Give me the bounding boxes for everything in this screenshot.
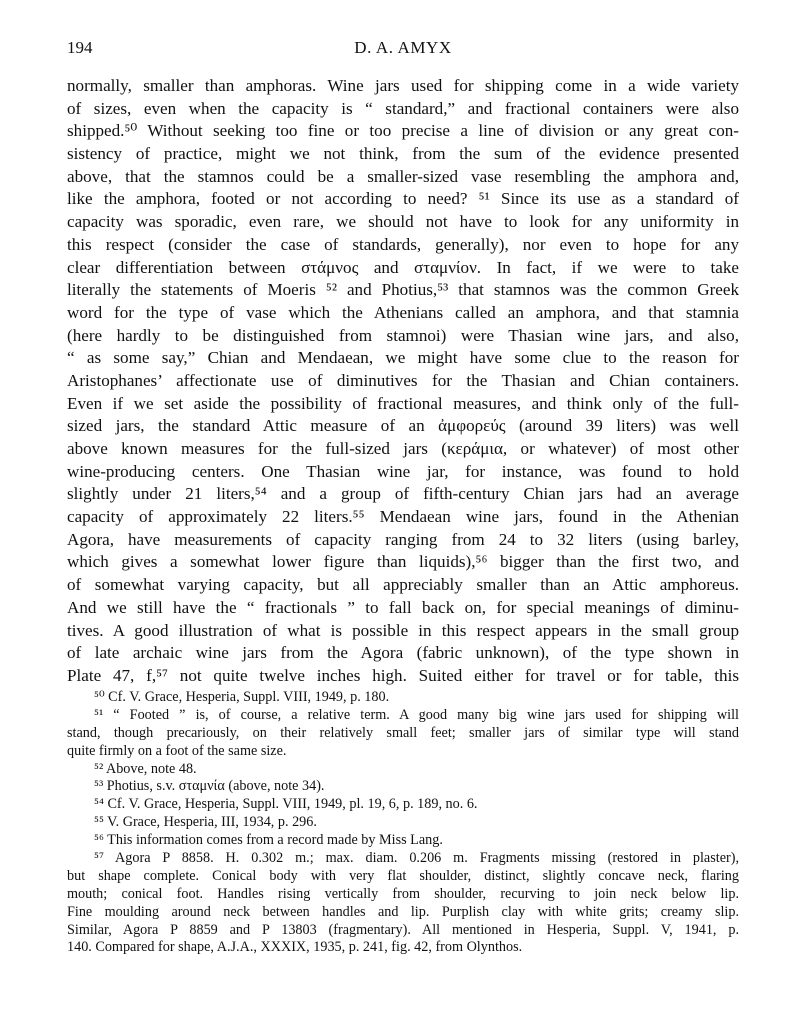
body-line: word for the type of vase which the Athenians called an amphora, and that stamnia [67,302,739,322]
body-line: “ as some say,” Chian and Mendaean, we might have some clue to the reason for [67,348,739,368]
footnote-line: mouth; conical foot. Handles rising vertically from shoulder, recurving to join neck below lip. [67,885,739,902]
body-line: literally the statements of Moeris ⁵² and Photius,⁵³ that stamnos was the common Greek [67,280,739,300]
footnote-line: Similar, Agora P 8859 and P 13803 (fragmentary). All mentioned in Hesperia, Suppl. V, 1941, p. [67,921,739,938]
body-line: Aristophanes’ affectionate use of diminutives for the Thasian and Chian containers. [67,370,739,390]
running-head: D. A. AMYX [354,38,452,57]
footnote-52: ⁵² Above, note 48. [94,760,197,777]
body-line: above, that the stamnos could be a smaller-sized vase resembling the amphora and, [67,166,739,186]
footnote-line: 140. Compared for shape, A.J.A., XXXIX, 1935, p. 241, fig. 42, from Olynthos. [67,939,523,956]
body-line: wine-producing centers. One Thasian wine jar, for instance, was found to hold [67,461,739,481]
page-header [67,38,739,62]
body-line: capacity of approximately 22 liters.⁵⁵ Mendaean wine jars, found in the Athenian [67,507,739,527]
footnote-line: quite firmly on a foot of the same size. [67,742,287,759]
body-line: normally, smaller than amphoras. Wine jars used for shipping come in a wide variety [67,76,739,95]
footnote-line: Fine moulding around neck between handles and lip. Purplish clay with white grits; creamy slip. [67,903,739,920]
body-line: which gives a somewhat lower figure than liquids),⁵⁶ bigger than the first two, and [67,552,739,572]
footnotes [67,689,739,957]
body-line: sized jars, the standard Attic measure of an ἀμφορεύς (around 39 liters) was well [67,416,739,436]
body-line: Agora, have measurements of capacity ranging from 24 to 32 liters (using barley, [67,529,739,549]
body-line: of sizes, even when the capacity is “ standard,” and fractional containers were also [67,98,739,118]
body-line: slightly under 21 liters,⁵⁴ and a group of fifth-century Chian jars had an average [67,484,739,504]
body-line: of somewhat varying capacity, but all appreciably smaller than an Attic amphoreus. [67,575,739,595]
main-text [67,75,739,688]
body-line: above known measures for the full-sized jars (κεράμια, or whatever) of most other [67,439,739,458]
body-line: Even if we set aside the possibility of fractional measures, and think only of the full- [67,393,739,413]
footnote-50: ⁵⁰ Cf. V. Grace, Hesperia, Suppl. VIII, 1949, p. 180. [94,689,390,705]
body-line: And we still have the “ fractionals ” to fall back on, for special meanings of diminu- [67,597,739,617]
footnote-51: ⁵¹ “ Footed ” is, of course, a relative term. A good many big wine jars used for shipping will [94,706,739,723]
body-line: clear differentiation between στάμνος and σταμνίον. In fact, if we were to take [67,257,739,277]
body-line: shipped.⁵⁰ Without seeking too fine or too precise a line of division or any great con- [67,121,739,141]
footnote-53: ⁵³ Photius, s.v. σταμνία (above, note 34). [94,778,325,795]
body-line: this respect (consider the case of standards, generally), nor even to hope for any [67,234,739,254]
page-number: 194 [67,38,93,57]
footnote-55: ⁵⁵ V. Grace, Hesperia, III, 1934, p. 296. [94,814,317,831]
footnote-56: ⁵⁶ This information comes from a record made by Miss Lang. [94,832,443,849]
footnote-54: ⁵⁴ Cf. V. Grace, Hesperia, Suppl. VIII, 1949, pl. 19, 6, p. 189, no. 6. [94,796,478,813]
body-line: (here hardly to be distinguished from stamnoi) were Thasian wine jars, and also, [67,325,739,345]
footnote-line: stand, though precariously, on their relatively small feet; smaller jars of similar type will stand [67,724,739,741]
body-line: of late archaic wine jars from the Agora (fabric unknown), of the type shown in [67,643,739,663]
footnote-line: but shape complete. Conical body with very flat shoulder, distinct, slightly concave neck, flaring [67,867,739,884]
body-line: sistency of practice, might we not think, from the sum of the evidence presented [67,144,739,164]
body-line: capacity was sporadic, even rare, we should not have to look for any uniformity in [67,212,739,232]
body-line: Plate 47, f,⁵⁷ not quite twelve inches high. Suited either for travel or for table, this [67,665,739,685]
body-line: like the amphora, footed or not according to need? ⁵¹ Since its use as a standard of [67,189,739,209]
body-line: tives. A good illustration of what is possible in this respect appears in the small group [67,620,739,640]
footnote-57: ⁵⁷ Agora P 8858. H. 0.302 m.; max. diam. 0.206 m. Fragments missing (restored in plaster), [94,850,739,867]
